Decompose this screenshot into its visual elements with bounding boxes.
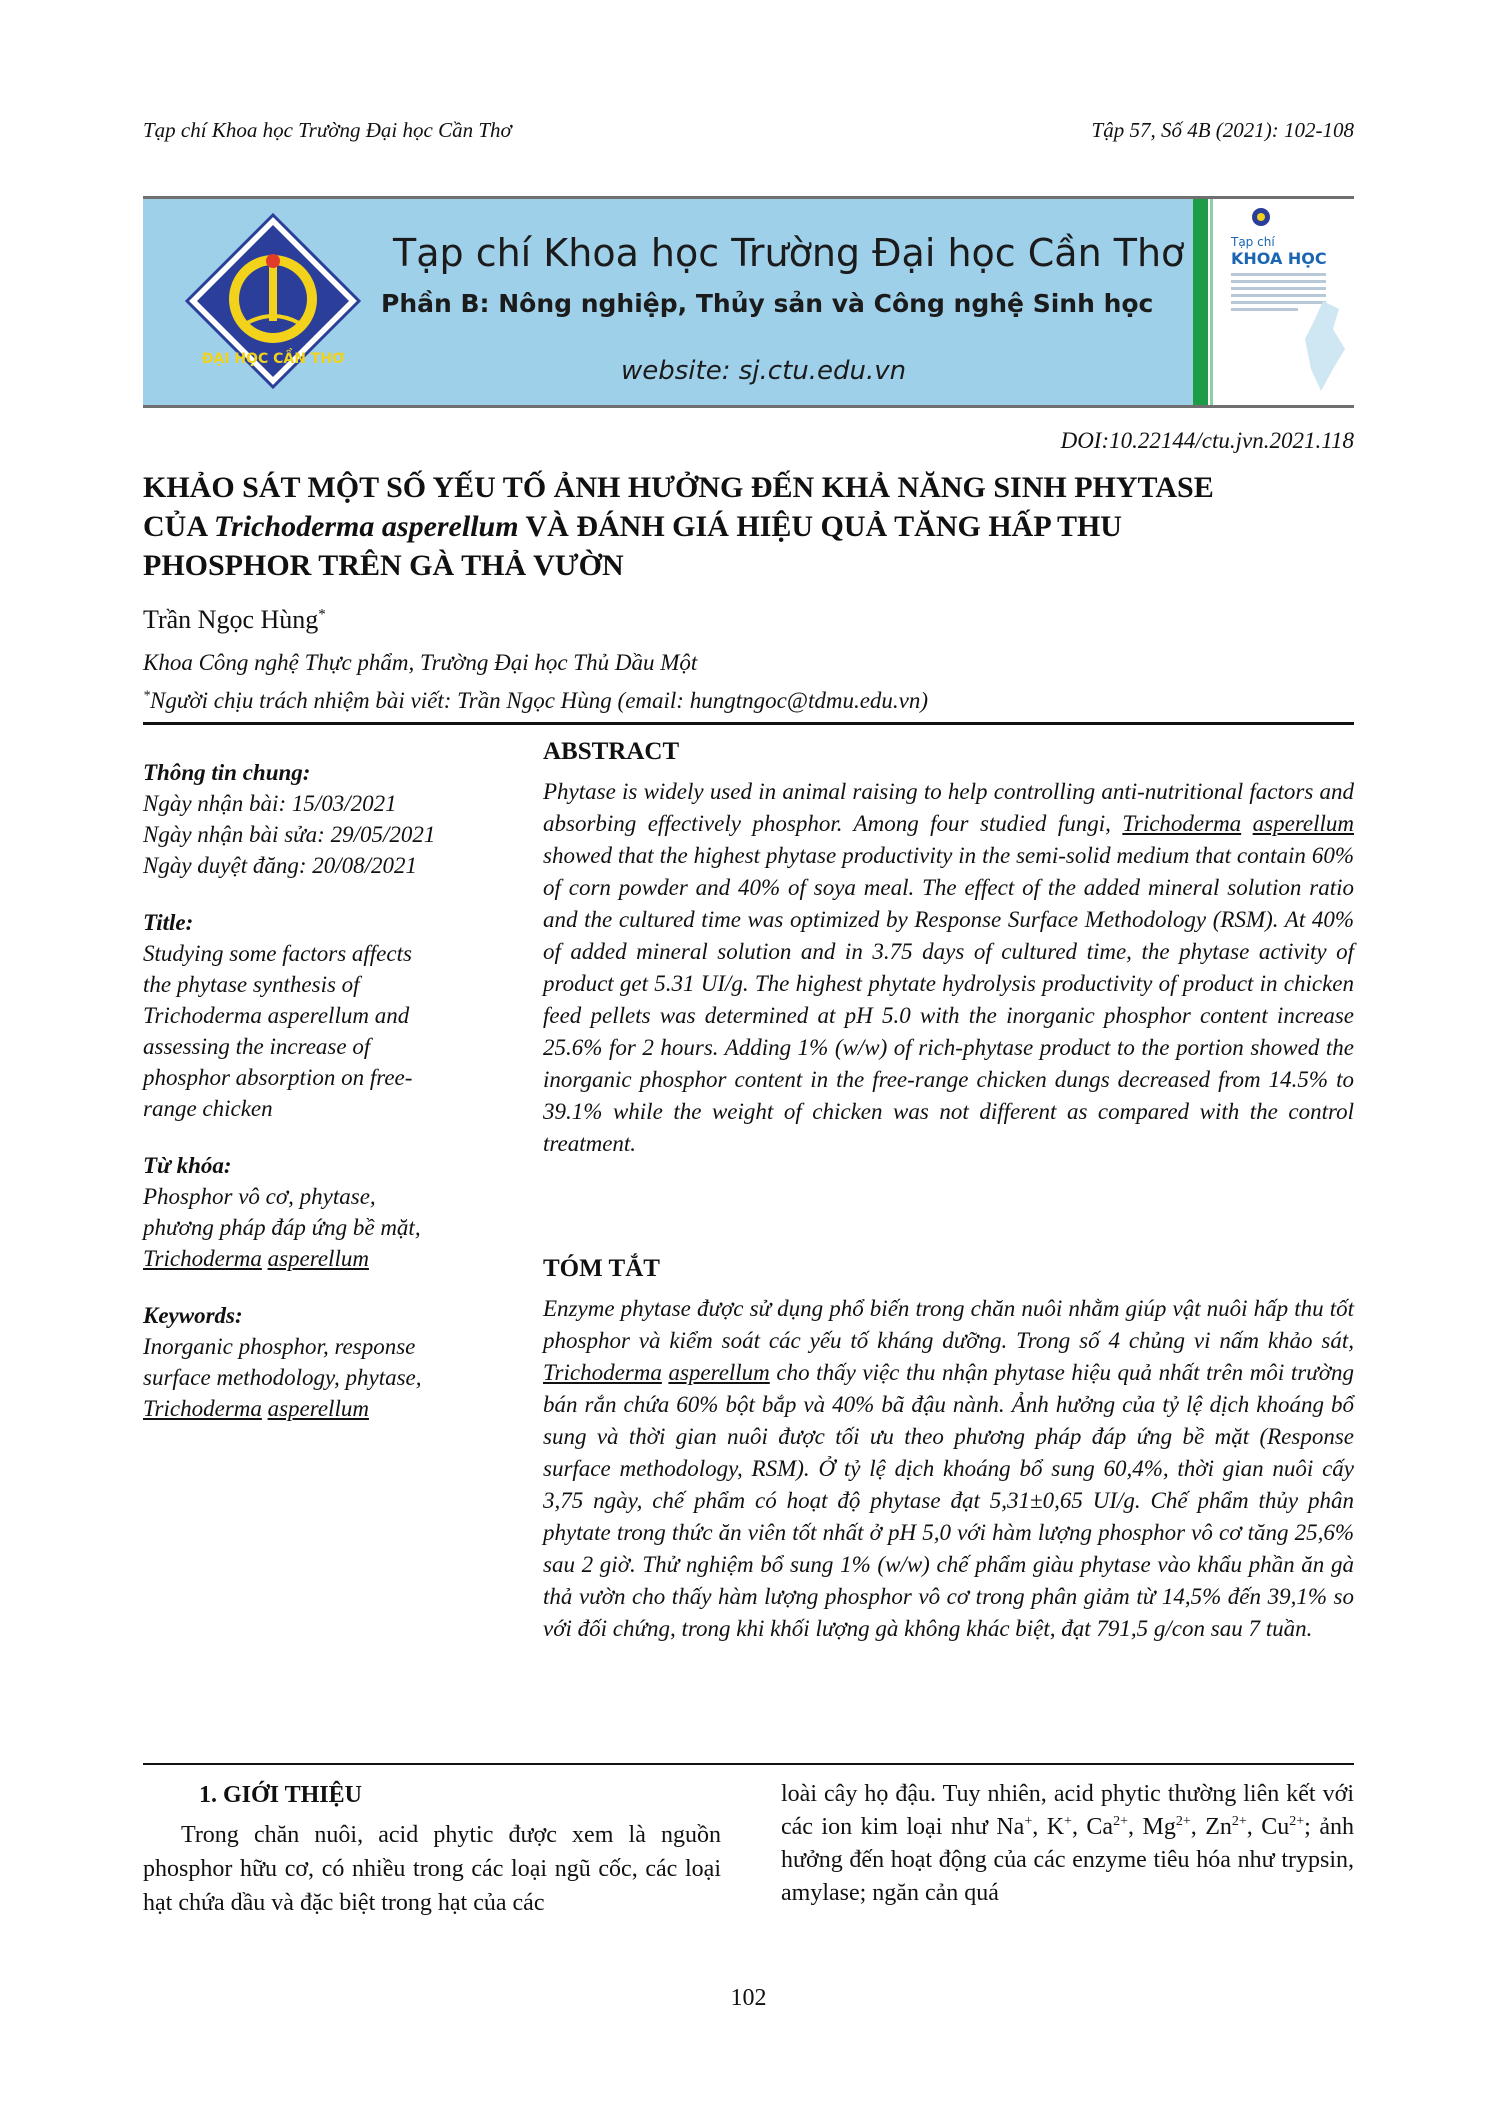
keywords-species: Trichoderma asperellum	[143, 1396, 369, 1421]
author-affiliation: Khoa Công nghệ Thực phẩm, Trường Đại học Thủ Dầu Một	[143, 650, 698, 675]
keywords-line: surface methodology, phytase,	[143, 1365, 422, 1390]
english-title-line: phosphor absorption on free-	[143, 1065, 413, 1090]
abstract-text: Phytase is widely used in animal raising to help controlling anti-nutritional factors and absorbing effectively phosphor. Among four studied fungi, Trichoderma asperellum showed that the highest phytase productivity in the semi-solid medium that contain 60% of corn powder and 40% of soya meal. The effect of the added mineral solution ratio and the cultured time was optimized by Response Surface Methodology (RSM). At 40% of added mineral solution and in 3.75 days of cultured time, the phytase activity of product get 5.31 UI/g. The highest phytate hydrolysis productivity of product in chicken feed pellets was determined at pH 5.0 with the inorganic phosphor content increase 25.6% for 2 hours. Adding 1% (w/w) of rich-phytase product to the portion showed the inorganic phosphor content in the free-range chicken dungs decreased from 14.5% to 39.1% while the weight of chicken was not different as compared with the control treatment.	[543, 779, 1355, 1156]
logo-text: ĐẠI HỌC CẦN THƠ	[201, 351, 345, 367]
english-title-line: range chicken	[143, 1096, 273, 1121]
cover-journal-label: Tạp chí	[1231, 235, 1275, 249]
english-title-line: Studying some factors affects	[143, 941, 412, 966]
intro-column-right: loài cây họ đậu. Tuy nhiên, acid phytic thường liên kết với các ion kim loại như Na+, K+, $Ca^{2+}$, $Mg^{2+}$, $Zn^{2+}$, $Cu^{2+}$; ảnh hưởng đến hoạt động của các enzyme tiêu hóa như trypsin, amylase; ngăn cản quá	[781, 1781, 1354, 1906]
cover-seal-icon	[1251, 207, 1271, 227]
info-heading: Thông tin chung:	[143, 760, 311, 785]
cover-journal-name: KHOA HỌC	[1231, 249, 1327, 268]
tomtat-section	[543, 1255, 1354, 1645]
banner-title: Tạp chí Khoa học Trường Đại học Cần Thơ	[393, 231, 1185, 275]
english-title-heading: Title:	[143, 910, 194, 935]
intro-heading: 1. GIỚI THIỆU	[199, 1782, 362, 1808]
tukhoa-line: Phosphor vô cơ, phytase,	[143, 1184, 376, 1209]
article-info-sidebar	[143, 757, 493, 1424]
cover-map-icon	[1303, 299, 1348, 394]
accepted-date: Ngày duyệt đăng: 20/08/2021	[143, 853, 418, 878]
tukhoa-heading: Từ khóa:	[143, 1153, 232, 1178]
intro-paragraph: Trong chăn nuôi, acid phytic được xem là nguồn phosphor hữu cơ, có nhiều trong các loại ngũ cốc, các loại hạt chứa dầu và đặc biệt trong hạt của các	[143, 1822, 721, 1916]
title-line-1: KHẢO SÁT MỘT SỐ YẾU TỐ ẢNH HƯỞNG ĐẾN KHẢ NĂNG SINH PHYTASE	[143, 471, 1214, 504]
tukhoa-species: Trichoderma asperellum	[143, 1246, 369, 1271]
page-number: 102	[730, 1985, 767, 2011]
university-logo-icon	[183, 211, 363, 391]
english-title-line: the phytase synthesis of	[143, 972, 360, 997]
author-name: Trần Ngọc Hùng*	[143, 605, 326, 634]
body-divider	[143, 1763, 1354, 1765]
tukhoa-line: phương pháp đáp ứng bề mặt,	[143, 1215, 421, 1240]
english-title-line: Trichoderma asperellum and	[143, 1003, 410, 1028]
intro-column-left	[143, 1778, 721, 1920]
banner-website: website: sj.ctu.edu.vn	[621, 356, 907, 386]
abstract-heading: ABSTRACT	[543, 738, 680, 765]
revised-date: Ngày nhận bài sửa: 29/05/2021	[143, 822, 436, 847]
received-date: Ngày nhận bài: 15/03/2021	[143, 791, 397, 816]
journal-cover-thumbnail	[1193, 199, 1354, 405]
abstract-section	[543, 738, 1354, 1160]
english-title-line: assessing the increase of	[143, 1034, 371, 1059]
journal-banner	[143, 196, 1354, 408]
article-title	[143, 468, 1363, 585]
header-divider	[143, 722, 1354, 725]
running-header-journal: Tạp chí Khoa học Trường Đại học Cần Thơ	[143, 118, 512, 142]
doi[interactable]: DOI:10.22144/ctu.jvn.2021.118	[1060, 428, 1354, 453]
banner-subtitle: Phần B: Nông nghiệp, Thủy sản và Công nghệ Sinh học	[381, 289, 1154, 318]
title-species: Trichoderma asperellum	[213, 510, 519, 543]
title-line-3: PHOSPHOR TRÊN GÀ THẢ VƯỜN	[143, 549, 624, 582]
running-header-volume: Tập 57, Số 4B (2021): 102-108	[1091, 118, 1354, 142]
tomtat-text: Enzyme phytase được sử dụng phổ biến trong chăn nuôi nhằm giúp vật nuôi hấp thu tốt phosphor và kiểm soát các yếu tố kháng dưỡng. Trong số 4 chủng vi nấm khảo sát, Trichoderma asperellum cho thấy việc thu nhận phytase hiệu quả nhất trên môi trường bán rắn chứa 60% bột bắp và 40% bã đậu nành. Ảnh hưởng của tỷ lệ dịch khoáng bổ sung và thời gian nuôi được tối ưu theo phương pháp đáp ứng bề mặt (Response surface methodology, RSM). Ở tỷ lệ dịch khoáng bổ sung 60,4%, thời gian nuôi cấy 3,75 ngày, chế phẩm có hoạt độ phytase đạt 5,31±0,65 UI/g. Chế phẩm thủy phân phytate trong thức ăn viên tốt nhất ở pH 5,0 với hàm lượng phosphor vô cơ tăng 25,6% sau 2 giờ. Thử nghiệm bổ sung 1% (w/w) chế phẩm giàu phytase vào khẩu phần ăn gà thả vườn cho thấy hàm lượng phosphor vô cơ trong phân giảm từ 14,5% đến 39,1% so với đối chứng, trong khi khối lượng gà không khác biệt, đạt 791,5 g/con sau 7 tuần.	[543, 1296, 1355, 1641]
title-line-2: CỦA Trichoderma asperellum VÀ ĐÁNH GIÁ HIỆU QUẢ TĂNG HẤP THU	[143, 510, 1122, 543]
corresponding-author: *Người chịu trách nhiệm bài viết: Trần Ngọc Hùng (email: hungtngoc@tdmu.edu.vn)	[143, 688, 929, 713]
keywords-heading: Keywords:	[143, 1303, 243, 1328]
keywords-line: Inorganic phosphor, response	[143, 1334, 416, 1359]
author-mark: *	[318, 606, 326, 623]
tomtat-heading: TÓM TẮT	[543, 1255, 660, 1282]
